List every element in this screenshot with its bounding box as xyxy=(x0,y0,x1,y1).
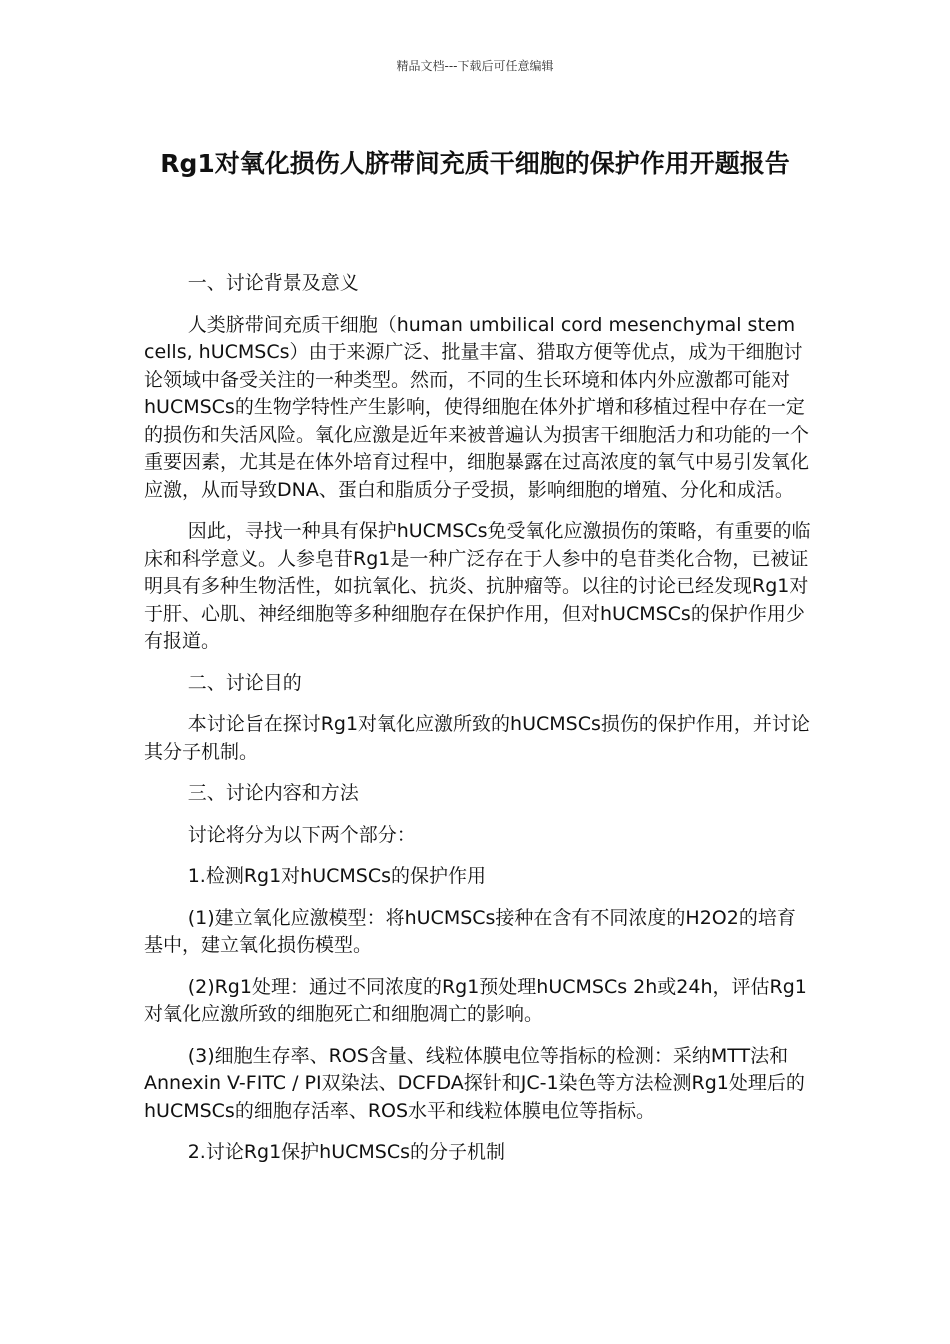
section1-paragraph-2: 因此，寻找一种具有保护hUCMSCs免受氧化应激损伤的策略，有重要的临床和科学意义。人参皂苷Rg1是一种广泛存在于人参中的皂苷类化合物，已被证明具有多种生物活性，如抗氧化、抗炎、抗肿瘤等。以往的讨论已经发现Rg1对于肝、心肌、神经细胞等多种细胞存在保护作用，但对hUCMSCs的保护作用少有报道。 xyxy=(144,520,811,652)
section2-paragraph-1: 本讨论旨在探讨Rg1对氧化应激所致的hUCMSCs损伤的保护作用，并讨论其分子机制。 xyxy=(144,713,810,763)
part1-item-3: (3)细胞生存率、ROS含量、线粒体膜电位等指标的检测：采纳MTT法和Annexin V-FITC / PI双染法、DCFDA探针和JC-1染色等方法检测Rg1处理后的hUCMSCs的细胞存活率、ROS水平和线粒体膜电位等指标。 xyxy=(144,1044,805,1122)
part1-item-2: (2)Rg1处理：通过不同浓度的Rg1预处理hUCMSCs 2h或24h，评估Rg1对氧化应激所致的细胞死亡和细胞凋亡的影响。 xyxy=(144,975,807,1025)
header-note: 精品文档---下载后可任意编辑 xyxy=(396,59,554,73)
section1-heading: 一、讨论背景及意义 xyxy=(187,272,359,294)
section1-paragraph-1: 人类脐带间充质干细胞（human umbilical cord mesenchymal stem cells, hUCMSCs）由于来源广泛、批量丰富、猎取方便等优点，成为干细胞讨论领域中备受关注的一种类型。然而，不同的生长环境和体内外应激都可能对hUCMSCs的生物学特性产生影响，使得细胞在体外扩增和移植过程中存在一定的损伤和失活风险。氧化应激是近年来被普遍认为损害干细胞活力和功能的一个重要因素，尤其是在体外培育过程中，细胞暴露在过高浓度的氧气中易引发氧化应激，从而导致DNA、蛋白和脂质分子受损，影响细胞的增殖、分化和成活。 xyxy=(144,313,810,501)
part1-heading: 1.检测Rg1对hUCMSCs的保护作用 xyxy=(187,865,487,887)
part1-item-1: (1)建立氧化应激模型：将hUCMSCs接种在含有不同浓度的H2O2的培育基中，建立氧化损伤模型。 xyxy=(144,906,796,956)
section2-heading: 二、讨论目的 xyxy=(187,671,302,694)
document-body xyxy=(144,270,814,1181)
document-title: Rg1对氧化损伤人脐带间充质干细胞的保护作用开题报告 xyxy=(160,149,790,178)
section3-heading: 三、讨论内容和方法 xyxy=(187,782,359,804)
part2-heading: 2.讨论Rg1保护hUCMSCs的分子机制 xyxy=(187,1141,506,1163)
section3-intro: 讨论将分为以下两个部分： xyxy=(187,823,416,846)
